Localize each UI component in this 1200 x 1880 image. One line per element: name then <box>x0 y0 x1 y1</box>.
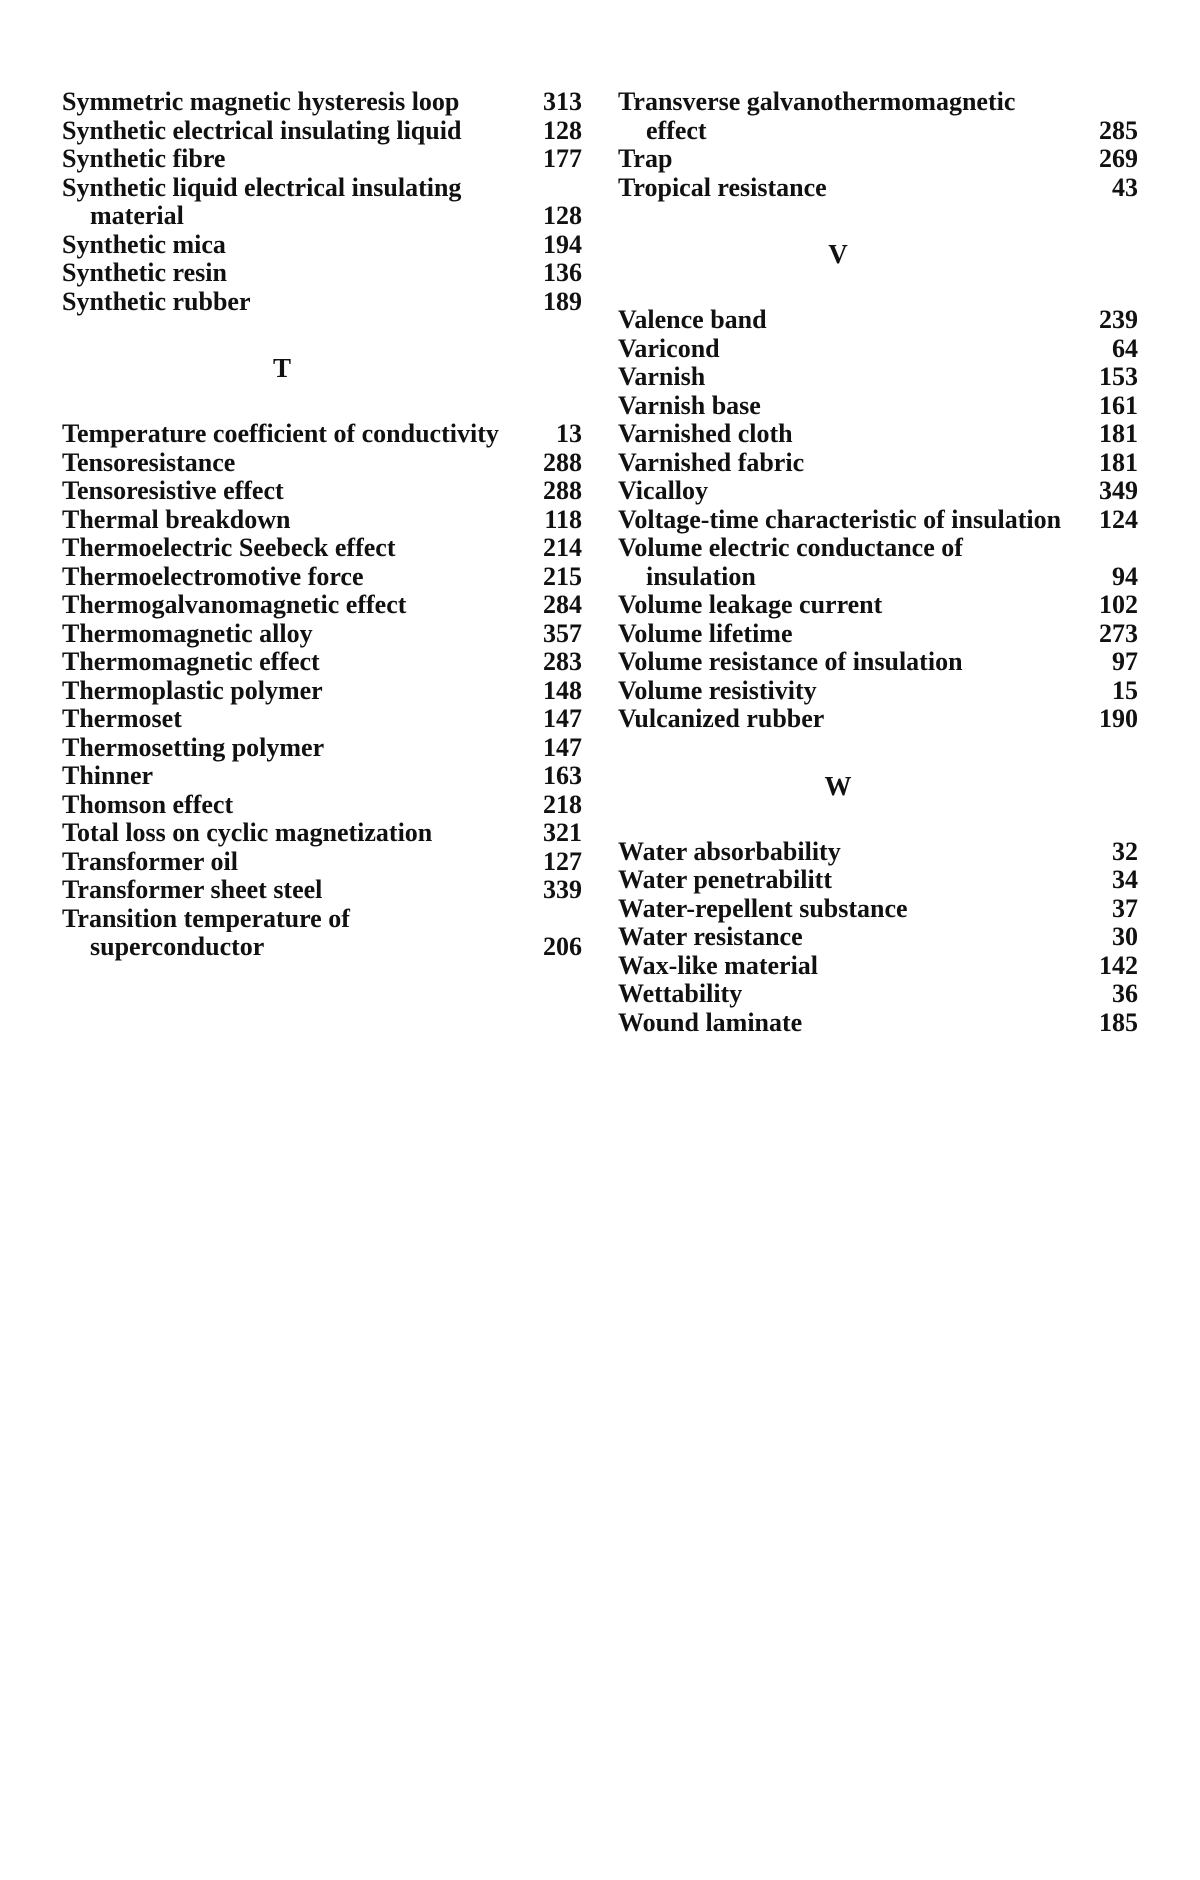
index-term-wrap <box>618 392 1072 421</box>
index-term: Thermoelectric Seebeck effect <box>62 534 399 562</box>
index-page-number: 273 <box>1099 618 1138 648</box>
index-term-wrap <box>62 288 516 317</box>
index-column-left <box>62 88 582 962</box>
index-page-number: 37 <box>1112 893 1138 923</box>
index-term-wrap <box>62 648 516 677</box>
index-term-wrap <box>618 895 1072 924</box>
index-page-number: 147 <box>543 704 582 733</box>
index-entry <box>618 952 1138 981</box>
index-column-right <box>618 88 1138 1037</box>
index-term: Tropical resistance <box>618 174 831 202</box>
index-term-wrap <box>62 420 516 449</box>
index-term-wrap <box>618 306 1072 335</box>
index-entry <box>618 174 1138 203</box>
index-term: Water-repellent substance <box>618 895 912 923</box>
index-entry <box>62 876 582 905</box>
index-entry <box>62 288 582 317</box>
index-term: Varnish <box>618 363 709 391</box>
index-term-wrap <box>618 677 1072 706</box>
index-term-wrap <box>62 174 516 231</box>
index-page-number: 239 <box>1099 305 1138 334</box>
index-term-wrap <box>618 648 1072 677</box>
index-term: Total loss on cyclic magnetization <box>62 819 436 847</box>
index-term: Synthetic electrical insulating liquid <box>62 117 465 145</box>
index-term: Tensoresistance <box>62 449 239 477</box>
index-entry <box>618 506 1138 535</box>
index-term: Varnish base <box>618 392 765 420</box>
index-entry <box>618 923 1138 952</box>
index-term-wrap <box>62 563 516 592</box>
index-page-number: 206 <box>543 932 582 961</box>
index-page-number: 181 <box>1099 447 1138 477</box>
index-page-number: 189 <box>543 286 582 316</box>
index-term: Tensoresistive effect <box>62 477 288 505</box>
index-entry <box>618 866 1138 895</box>
index-page-number: 321 <box>543 818 582 847</box>
index-term: Transverse galvanothermomagnetic effect <box>618 88 1016 145</box>
index-page-number: 142 <box>1099 950 1138 980</box>
index-entry <box>618 1009 1138 1038</box>
index-term-wrap <box>62 477 516 506</box>
index-term-wrap <box>618 866 1072 895</box>
index-term: Thermoset <box>62 705 186 733</box>
index-page-number: 161 <box>1099 390 1138 420</box>
index-term: Thomson effect <box>62 791 237 819</box>
index-page-number: 36 <box>1112 979 1138 1008</box>
index-term-wrap <box>62 620 516 649</box>
index-page-number: 185 <box>1099 1007 1138 1037</box>
index-term-wrap <box>62 88 516 117</box>
index-term: Thinner <box>62 762 157 790</box>
index-term: Wettability <box>618 980 746 1008</box>
index-term: Thermomagnetic alloy <box>62 620 317 648</box>
index-page-number: 94 <box>1112 561 1138 591</box>
index-page-number: 190 <box>1099 704 1138 733</box>
index-entry <box>62 534 582 563</box>
index-term: Valence band <box>618 306 771 334</box>
index-term-wrap <box>618 88 1072 145</box>
index-term-wrap <box>62 231 516 260</box>
index-entry <box>62 648 582 677</box>
index-term: Volume electric conductance of insulation <box>618 534 963 591</box>
index-entry <box>62 705 582 734</box>
index-term-wrap <box>618 174 1072 203</box>
index-term: Volume leakage current <box>618 591 886 619</box>
index-page-number: 181 <box>1099 419 1138 448</box>
index-term-wrap <box>62 117 516 146</box>
index-entry <box>618 449 1138 478</box>
index-page-number: 349 <box>1099 476 1138 505</box>
index-term: Symmetric magnetic hysteresis loop <box>62 88 463 116</box>
index-term: Thermomagnetic effect <box>62 648 324 676</box>
index-entry <box>62 231 582 260</box>
index-entry <box>618 420 1138 449</box>
index-term-wrap <box>618 363 1072 392</box>
index-term-wrap <box>62 449 516 478</box>
index-entry <box>62 791 582 820</box>
index-entry <box>618 88 1138 145</box>
index-term: Wax-like material <box>618 952 822 980</box>
index-page-number: 357 <box>543 618 582 648</box>
index-entry <box>62 174 582 231</box>
index-page-number: 136 <box>543 258 582 287</box>
index-page-number: 147 <box>543 732 582 762</box>
index-term-wrap <box>618 477 1072 506</box>
index-term: Transformer oil <box>62 848 242 876</box>
index-term: Temperature coefficient of conductivity <box>62 420 503 448</box>
section-letter-heading: W <box>824 770 852 801</box>
index-term-wrap <box>618 923 1072 952</box>
leader-dots <box>646 733 1072 734</box>
index-page-number: 313 <box>543 87 582 116</box>
index-term: Transition temperature of superconductor <box>62 904 350 961</box>
index-term: Water absorbability <box>618 838 845 866</box>
index-entry <box>618 392 1138 421</box>
index-term: Voltage-time characteristic of insulation <box>618 506 1065 534</box>
index-entry <box>618 363 1138 392</box>
index-page-number: 283 <box>543 647 582 676</box>
index-term: Varnished cloth <box>618 420 797 448</box>
index-page-number: 34 <box>1112 865 1138 894</box>
index-entry <box>618 145 1138 174</box>
index-term: Water resistance <box>618 923 807 951</box>
index-page-number: 284 <box>543 590 582 619</box>
index-entry <box>62 620 582 649</box>
index-entry <box>62 848 582 877</box>
index-entry <box>62 762 582 791</box>
index-term-wrap <box>618 534 1072 591</box>
index-term: Thermoelectromotive force <box>62 563 368 591</box>
index-page-number: 127 <box>543 846 582 876</box>
index-entry <box>62 563 582 592</box>
index-term-wrap <box>618 145 1072 174</box>
section-letter-heading: T <box>272 353 291 383</box>
index-page-number: 97 <box>1112 647 1138 676</box>
index-page-number: 339 <box>543 875 582 904</box>
index-term-wrap <box>618 705 1072 734</box>
index-term: Thermoplastic polymer <box>62 677 327 705</box>
index-page-number: 163 <box>543 761 582 790</box>
index-entry <box>62 905 582 962</box>
index-term-wrap <box>618 591 1072 620</box>
index-entry <box>62 117 582 146</box>
index-entry <box>62 819 582 848</box>
index-term-wrap <box>618 620 1072 649</box>
index-entry <box>618 838 1138 867</box>
index-page-number: 214 <box>543 533 582 562</box>
index-term: Synthetic fibre <box>62 145 229 173</box>
index-term-wrap <box>62 734 516 763</box>
index-page-number: 288 <box>543 476 582 505</box>
index-term-wrap <box>62 819 516 848</box>
index-term: Thermogalvanomagnetic effect <box>62 591 410 619</box>
index-term-wrap <box>62 677 516 706</box>
index-page-number: 30 <box>1112 922 1138 951</box>
index-term-wrap <box>62 705 516 734</box>
index-entry <box>62 734 582 763</box>
index-entry <box>618 677 1138 706</box>
index-term-wrap <box>62 876 516 905</box>
index-term: Varnished fabric <box>618 449 808 477</box>
index-term-wrap <box>62 791 516 820</box>
index-term: Volume resistivity <box>618 677 821 705</box>
index-term: Synthetic resin <box>62 259 231 287</box>
index-term-wrap <box>618 449 1072 478</box>
index-page-number: 124 <box>1099 504 1138 534</box>
index-term: Transformer sheet steel <box>62 876 326 904</box>
index-entry <box>62 449 582 478</box>
index-term-wrap <box>62 762 516 791</box>
index-entry <box>62 477 582 506</box>
index-term-wrap <box>62 506 516 535</box>
index-entry <box>618 477 1138 506</box>
leader-dots <box>646 201 1072 202</box>
index-page-number: 13 <box>556 419 582 448</box>
index-term-wrap <box>618 420 1072 449</box>
index-page-number: 128 <box>543 201 582 230</box>
index-term-wrap <box>618 980 1072 1009</box>
index-term: Synthetic rubber <box>62 288 255 316</box>
index-term-wrap <box>62 534 516 563</box>
index-term-wrap <box>618 952 1072 981</box>
index-term: Volume lifetime <box>618 620 797 648</box>
index-page-number: 177 <box>543 144 582 173</box>
index-page-number: 288 <box>543 447 582 477</box>
index-term: Thermal breakdown <box>62 506 295 534</box>
index-term-wrap <box>62 259 516 288</box>
index-entry <box>618 620 1138 649</box>
index-term: Varicond <box>618 335 724 363</box>
index-term: Vicalloy <box>618 477 712 505</box>
index-page-number: 215 <box>543 561 582 591</box>
index-entry <box>618 534 1138 591</box>
index-page-number: 194 <box>543 229 582 259</box>
index-entry <box>618 306 1138 335</box>
index-entry <box>618 705 1138 734</box>
index-page-number: 148 <box>543 675 582 705</box>
index-term-wrap <box>618 335 1072 364</box>
index-term-wrap <box>618 1009 1072 1038</box>
index-entry <box>618 980 1138 1009</box>
index-entry <box>618 648 1138 677</box>
index-term: Thermosetting polymer <box>62 734 328 762</box>
index-term-wrap <box>62 145 516 174</box>
index-entry <box>62 591 582 620</box>
index-page-number: 118 <box>544 504 582 534</box>
index-page-number: 64 <box>1112 333 1138 363</box>
leader-dots <box>90 961 516 962</box>
index-page-number: 269 <box>1099 144 1138 173</box>
index-entry <box>62 259 582 288</box>
index-page-number: 285 <box>1099 115 1138 145</box>
index-entry <box>62 145 582 174</box>
index-term-wrap <box>618 838 1072 867</box>
index-entry <box>618 895 1138 924</box>
index-term: Wound laminate <box>618 1009 806 1037</box>
index-page-number: 102 <box>1099 590 1138 619</box>
index-entry <box>618 591 1138 620</box>
index-entry <box>62 420 582 449</box>
index-term: Trap <box>618 145 676 173</box>
index-term: Water penetrabilitt <box>618 866 836 894</box>
index-term-wrap <box>618 506 1072 535</box>
index-page-number: 128 <box>543 115 582 145</box>
index-term: Vulcanized rubber <box>618 705 828 733</box>
leader-dots <box>646 1036 1072 1037</box>
index-term: Synthetic liquid electrical insulating material <box>62 173 462 230</box>
index-page-number: 153 <box>1099 362 1138 391</box>
index-term-wrap <box>62 905 516 962</box>
index-entry <box>62 677 582 706</box>
index-entry <box>618 335 1138 364</box>
index-entry <box>62 88 582 117</box>
index-page-number: 32 <box>1112 836 1138 866</box>
section-letter-heading: V <box>828 239 848 269</box>
index-term-wrap <box>62 848 516 877</box>
index-term: Volume resistance of insulation <box>618 648 967 676</box>
index-entry <box>62 506 582 535</box>
index-page-number: 218 <box>543 789 582 819</box>
leader-dots <box>90 315 516 316</box>
index-page-number: 43 <box>1112 172 1138 202</box>
index-page-number: 15 <box>1112 675 1138 705</box>
index-term-wrap <box>62 591 516 620</box>
index-term: Synthetic mica <box>62 231 230 259</box>
